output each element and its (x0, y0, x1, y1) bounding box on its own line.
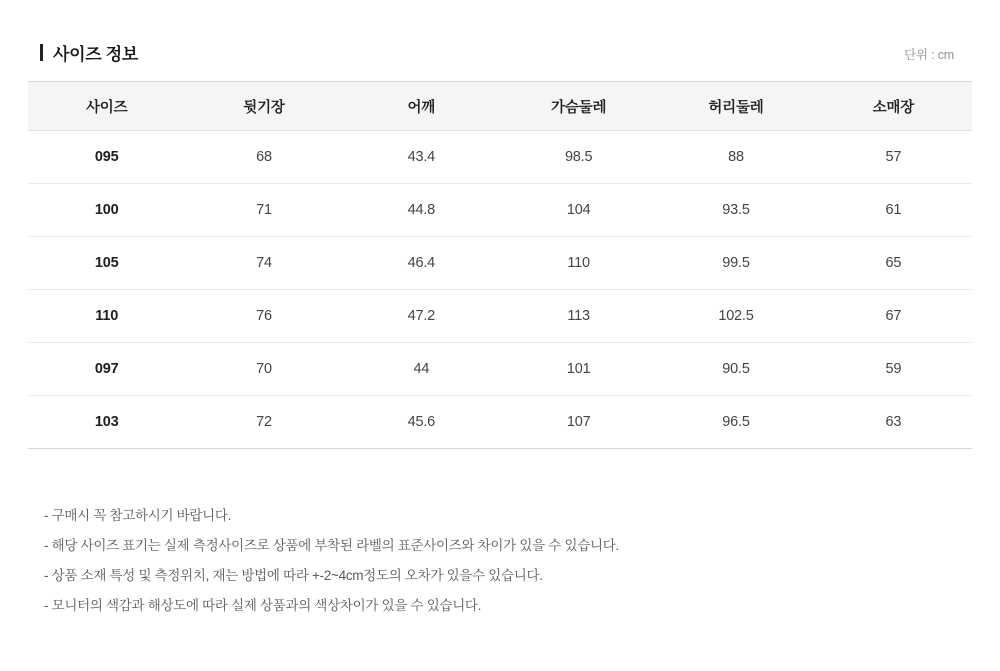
cell-shoulder: 46.4 (343, 237, 500, 290)
unit-label: 단위 : cm (904, 48, 954, 62)
cell-back-length: 76 (185, 290, 342, 343)
column-header-sleeve: 소매장 (815, 82, 972, 131)
cell-size: 100 (28, 184, 185, 237)
title-accent-bar (40, 44, 43, 61)
cell-waist: 99.5 (657, 237, 814, 290)
table-body (28, 131, 972, 449)
cell-chest: 98.5 (500, 131, 657, 184)
cell-waist: 96.5 (657, 396, 814, 449)
column-header-waist: 허리둘레 (657, 82, 814, 131)
cell-waist: 102.5 (657, 290, 814, 343)
cell-back-length: 72 (185, 396, 342, 449)
cell-size: 103 (28, 396, 185, 449)
cell-chest: 113 (500, 290, 657, 343)
cell-sleeve: 59 (815, 343, 972, 396)
note-item: - 모니터의 색감과 해상도에 따라 실제 상품과의 색상차이가 있을 수 있습니다. (44, 598, 482, 613)
cell-back-length: 70 (185, 343, 342, 396)
column-header-shoulder: 어깨 (343, 82, 500, 131)
cell-back-length: 74 (185, 237, 342, 290)
page-title: 사이즈 정보 (53, 45, 139, 64)
cell-chest: 104 (500, 184, 657, 237)
cell-waist: 93.5 (657, 184, 814, 237)
cell-size: 110 (28, 290, 185, 343)
column-header-back-length: 뒷기장 (185, 82, 342, 131)
cell-chest: 101 (500, 343, 657, 396)
cell-sleeve: 67 (815, 290, 972, 343)
table-head (28, 82, 972, 131)
section-title (40, 40, 138, 65)
cell-chest: 107 (500, 396, 657, 449)
cell-sleeve: 63 (815, 396, 972, 449)
cell-shoulder: 44 (343, 343, 500, 396)
column-header-chest: 가슴둘레 (500, 82, 657, 131)
table-row (28, 237, 972, 290)
cell-shoulder: 45.6 (343, 396, 500, 449)
section-header (28, 0, 972, 81)
table-row (28, 184, 972, 237)
table-row (28, 396, 972, 449)
cell-shoulder: 47.2 (343, 290, 500, 343)
size-table (28, 81, 972, 449)
cell-back-length: 71 (185, 184, 342, 237)
cell-waist: 90.5 (657, 343, 814, 396)
cell-size: 095 (28, 131, 185, 184)
cell-shoulder: 44.8 (343, 184, 500, 237)
note-item: - 구매시 꼭 참고하시기 바랍니다. (44, 508, 232, 523)
column-header-size: 사이즈 (28, 82, 185, 131)
cell-sleeve: 65 (815, 237, 972, 290)
cell-waist: 88 (657, 131, 814, 184)
table-row (28, 343, 972, 396)
notes-list (28, 449, 972, 621)
cell-chest: 110 (500, 237, 657, 290)
note-item: - 해당 사이즈 표기는 실제 측정사이즈로 상품에 부착된 라벨의 표준사이즈와 차이가 있을 수 있습니다. (44, 538, 619, 553)
table-row (28, 131, 972, 184)
cell-sleeve: 61 (815, 184, 972, 237)
cell-shoulder: 43.4 (343, 131, 500, 184)
cell-back-length: 68 (185, 131, 342, 184)
table-row (28, 290, 972, 343)
cell-size: 105 (28, 237, 185, 290)
cell-size: 097 (28, 343, 185, 396)
cell-sleeve: 57 (815, 131, 972, 184)
note-item: - 상품 소재 특성 및 측정위치, 재는 방법에 따라 +-2~4cm정도의 오차가 있을수 있습니다. (44, 568, 543, 583)
table-header-row (28, 82, 972, 131)
